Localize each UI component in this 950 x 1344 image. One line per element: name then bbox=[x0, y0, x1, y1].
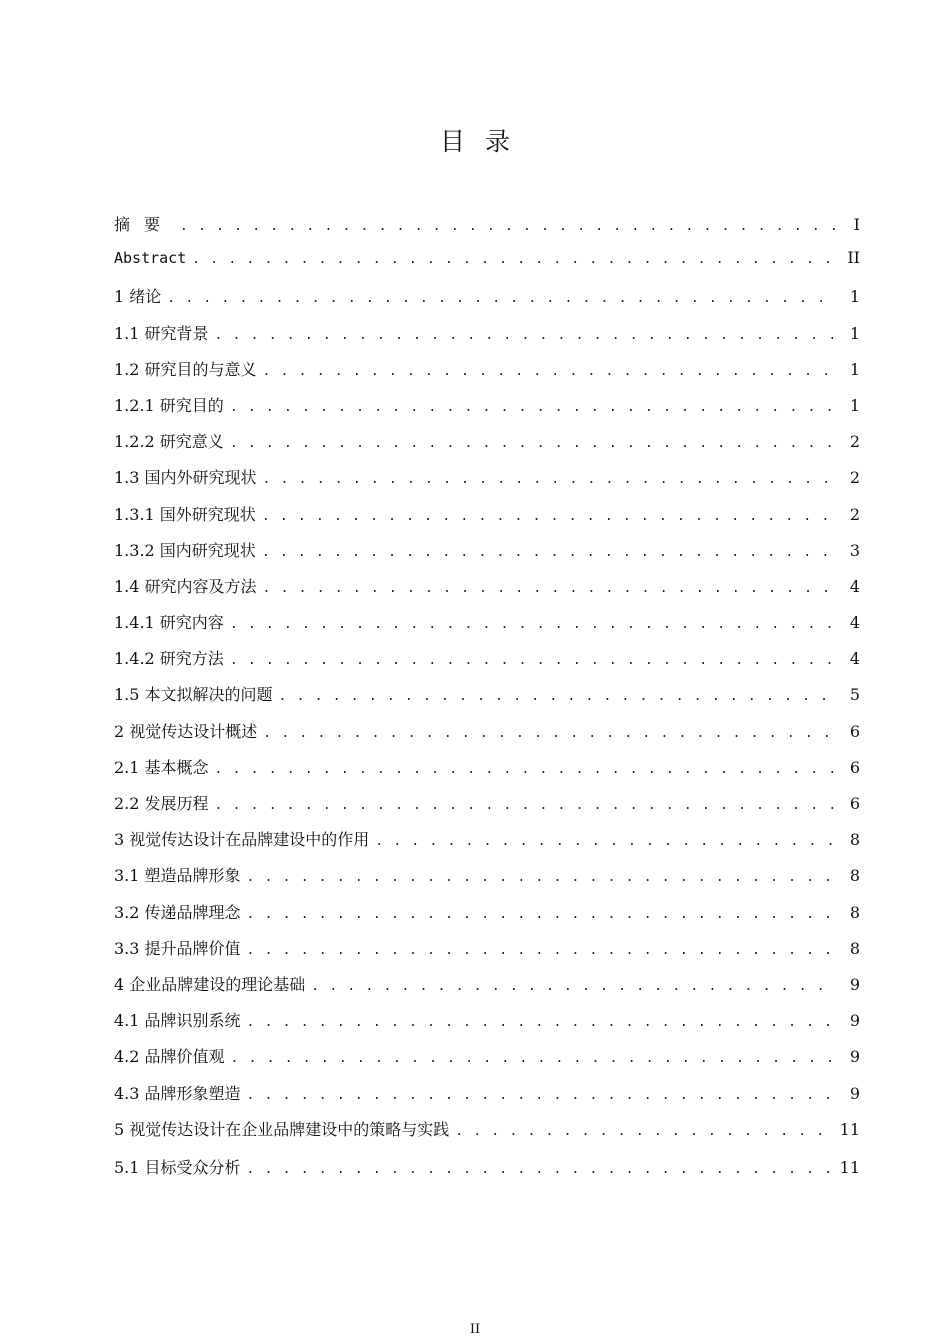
toc-entry-page: 9 bbox=[849, 974, 860, 994]
toc-entry-page: 9 bbox=[849, 1011, 860, 1031]
toc-entry-page: 8 bbox=[849, 866, 860, 886]
toc-entry-page: 2 bbox=[849, 468, 860, 488]
toc-entry-label: 3 视觉传达设计在品牌建设中的作用 bbox=[114, 830, 370, 850]
toc-entry-label: Abstract bbox=[114, 249, 187, 268]
dot-leader bbox=[215, 328, 838, 343]
toc-entry-label: 1.4 研究内容及方法 bbox=[114, 576, 257, 596]
dot-leader bbox=[192, 252, 838, 267]
toc-entry-1-2-2[interactable] bbox=[114, 429, 860, 465]
toc-entry-page: 9 bbox=[849, 1083, 860, 1103]
toc-entry-label: 2 视觉传达设计概述 bbox=[114, 721, 258, 741]
toc-entry-1-4-2[interactable] bbox=[114, 646, 860, 682]
dot-leader bbox=[231, 1051, 838, 1066]
toc-entry-label: 1 绪论 bbox=[114, 287, 162, 307]
toc-entry-4[interactable] bbox=[114, 972, 860, 1008]
toc-entry-label: 5.1 目标受众分析 bbox=[114, 1157, 241, 1177]
toc-entry-page: 4 bbox=[849, 613, 860, 633]
dot-leader bbox=[215, 762, 838, 777]
toc-entry-3[interactable] bbox=[114, 827, 860, 863]
toc-entry-3-2[interactable] bbox=[114, 900, 860, 936]
toc-entry-page: 2 bbox=[849, 432, 860, 452]
toc-entry-label: 1.3.1 国外研究现状 bbox=[114, 504, 256, 524]
dot-leader bbox=[263, 726, 838, 741]
toc-entry-abstract-en[interactable] bbox=[114, 248, 860, 284]
toc-entry-1-4[interactable] bbox=[114, 574, 860, 610]
toc-entry-label: 1.3.2 国内研究现状 bbox=[114, 540, 256, 560]
dot-leader bbox=[263, 364, 838, 379]
toc-entry-label: 3.1 塑造品牌形象 bbox=[114, 866, 241, 886]
toc-entry-label: 1.4.2 研究方法 bbox=[114, 649, 224, 669]
dot-leader bbox=[263, 472, 838, 487]
dot-leader bbox=[167, 291, 838, 306]
toc-entry-1-3[interactable] bbox=[114, 465, 860, 501]
toc-entry-page: 6 bbox=[849, 757, 860, 777]
toc-entry-label: 1.2 研究目的与意义 bbox=[114, 359, 257, 379]
toc-entry-page: 4 bbox=[849, 649, 860, 669]
toc-entry-3-1[interactable] bbox=[114, 863, 860, 899]
toc-entry-page: 8 bbox=[849, 902, 860, 922]
dot-leader bbox=[247, 943, 838, 958]
dot-leader bbox=[230, 653, 838, 668]
toc-entry-page: 1 bbox=[849, 395, 860, 415]
toc-entry-page: 4 bbox=[849, 576, 860, 596]
dot-leader bbox=[455, 1124, 835, 1139]
toc-entry-label: 2.2 发展历程 bbox=[114, 794, 209, 813]
toc-entry-page: 11 bbox=[839, 1119, 860, 1139]
toc-entry-label: 5 视觉传达设计在企业品牌建设中的策略与实践 bbox=[114, 1119, 450, 1139]
toc-entry-label: 1.4.1 研究内容 bbox=[114, 613, 224, 633]
toc-entry-4-2[interactable] bbox=[114, 1044, 860, 1080]
toc-entry-1-3-2[interactable] bbox=[114, 538, 860, 574]
toc-entry-page: I bbox=[853, 215, 860, 234]
toc-entry-page: 3 bbox=[849, 540, 860, 560]
page-number: II bbox=[469, 1322, 481, 1337]
toc-entry-label: 1.3 国内外研究现状 bbox=[114, 468, 257, 488]
dot-leader bbox=[263, 581, 838, 596]
toc-entry-page: 8 bbox=[849, 830, 860, 850]
toc-entry-5-1[interactable] bbox=[114, 1155, 860, 1191]
dot-leader bbox=[180, 219, 838, 234]
toc-entry-label: 1.1 研究背景 bbox=[114, 323, 209, 343]
toc-entry-page: 2 bbox=[849, 504, 860, 524]
toc-entry-1-1[interactable] bbox=[114, 321, 860, 357]
toc-entry-page: 6 bbox=[849, 721, 860, 741]
toc-entry-label: 摘要 bbox=[114, 215, 175, 234]
toc-entry-page: 11 bbox=[839, 1157, 860, 1177]
dot-leader bbox=[247, 907, 838, 922]
dot-leader bbox=[311, 979, 838, 994]
page-title: 目录 bbox=[439, 127, 530, 156]
dot-leader bbox=[247, 1162, 836, 1177]
dot-leader bbox=[230, 400, 838, 415]
toc-entry-label: 4 企业品牌建设的理论基础 bbox=[114, 974, 306, 994]
dot-leader bbox=[247, 1015, 838, 1030]
toc-entry-page: 8 bbox=[849, 938, 860, 958]
toc-entry-page: 1 bbox=[849, 287, 860, 307]
toc-entry-2-2[interactable] bbox=[114, 791, 860, 827]
toc-entry-label: 3.3 提升品牌价值 bbox=[114, 938, 241, 958]
dot-leader bbox=[230, 617, 838, 632]
dot-leader bbox=[247, 870, 838, 885]
dot-leader bbox=[230, 436, 838, 451]
toc-entry-label: 1.2.2 研究意义 bbox=[114, 432, 224, 452]
toc-entry-5[interactable] bbox=[114, 1117, 860, 1153]
toc-entry-1-4-1[interactable] bbox=[114, 610, 860, 646]
dot-leader bbox=[215, 798, 838, 813]
toc-entry-label: 1.2.1 研究目的 bbox=[114, 395, 224, 415]
toc-entry-1[interactable] bbox=[114, 284, 860, 320]
toc-entry-page: II bbox=[847, 248, 860, 268]
toc-entry-page: 6 bbox=[849, 794, 860, 813]
toc-entry-4-1[interactable] bbox=[114, 1008, 860, 1044]
toc-entry-page: 1 bbox=[849, 323, 860, 343]
toc-entry-1-5[interactable] bbox=[114, 682, 860, 718]
toc-entry-2-1[interactable] bbox=[114, 755, 860, 791]
dot-leader bbox=[247, 1088, 838, 1103]
toc-entry-1-2[interactable] bbox=[114, 357, 860, 393]
toc-entry-page: 5 bbox=[849, 685, 860, 705]
toc-entry-4-3[interactable] bbox=[114, 1081, 860, 1117]
toc-entry-page: 1 bbox=[849, 359, 860, 379]
dot-leader bbox=[262, 545, 838, 560]
toc-entry-page: 9 bbox=[849, 1047, 860, 1067]
toc-entry-2[interactable] bbox=[114, 719, 860, 755]
toc-entry-1-2-1[interactable] bbox=[114, 393, 860, 429]
toc-entry-abstract-cn[interactable] bbox=[114, 212, 860, 248]
toc-entry-3-3[interactable] bbox=[114, 936, 860, 972]
table-of-contents bbox=[114, 212, 860, 1191]
toc-entry-label: 4.2 品牌价值观 bbox=[114, 1047, 225, 1067]
dot-leader bbox=[262, 509, 838, 524]
dot-leader bbox=[375, 834, 838, 849]
toc-entry-label: 4.1 品牌识别系统 bbox=[114, 1011, 241, 1031]
toc-entry-label: 3.2 传递品牌理念 bbox=[114, 902, 241, 922]
toc-entry-label: 1.5 本文拟解决的问题 bbox=[114, 685, 273, 705]
dot-leader bbox=[279, 689, 838, 704]
toc-entry-label: 2.1 基本概念 bbox=[114, 757, 209, 777]
toc-entry-1-3-1[interactable] bbox=[114, 502, 860, 538]
toc-entry-label: 4.3 品牌形象塑造 bbox=[114, 1083, 241, 1103]
